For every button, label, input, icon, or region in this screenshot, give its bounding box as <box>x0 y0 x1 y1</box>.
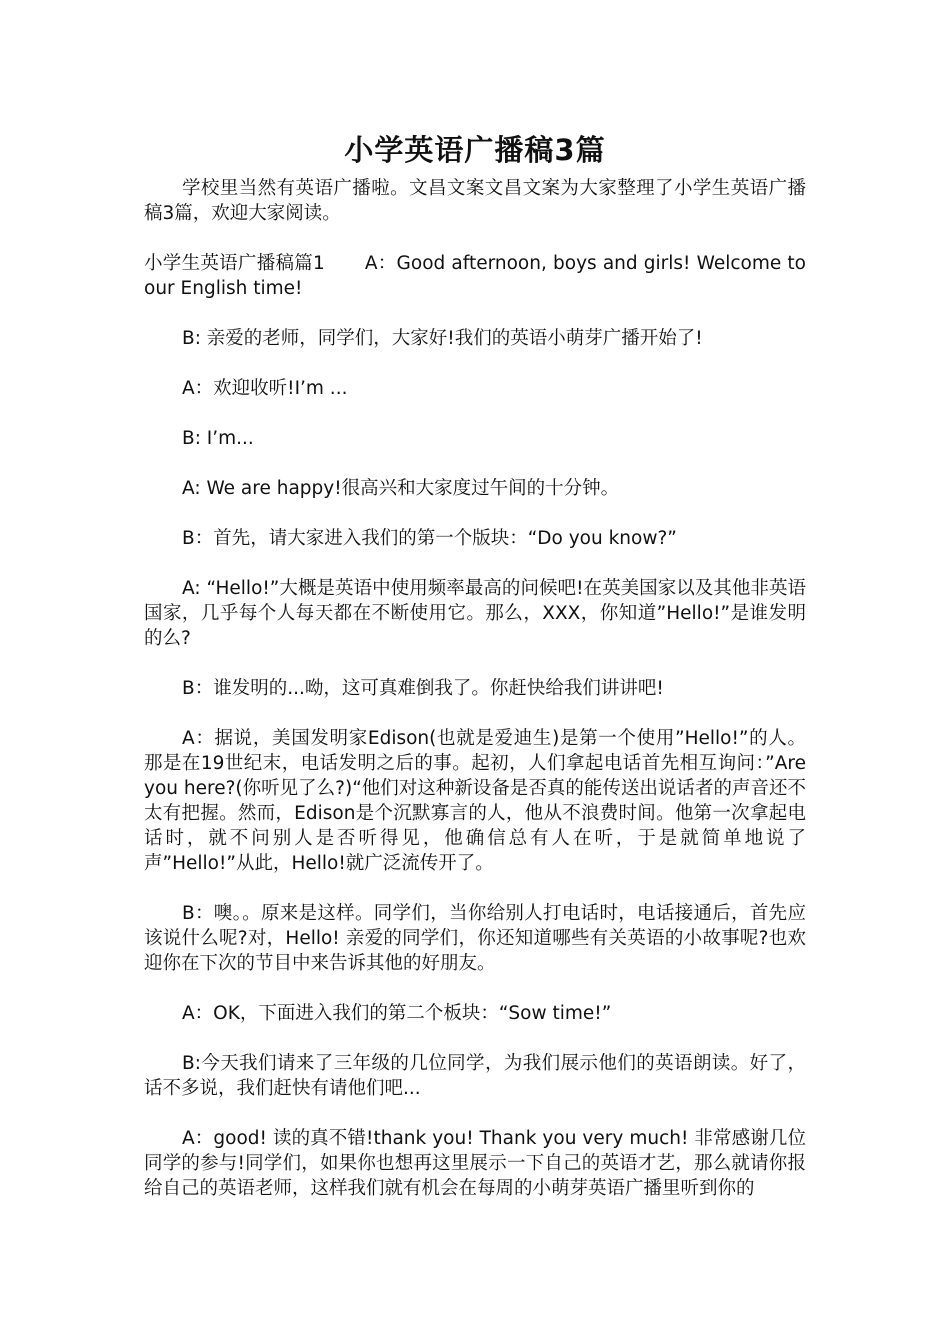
dialogue-paragraph: B：首先，请大家进入我们的第一个版块：“Do you know?” <box>182 528 677 549</box>
dialogue-paragraph: B: 亲爱的老师，同学们，大家好!我们的英语小萌芽广播开始了! <box>182 328 703 349</box>
dialogue-paragraph: B: I’m... <box>182 428 254 449</box>
dialogue-paragraph: A：OK，下面进入我们的第二个板块：“Sow time!” <box>182 1003 612 1024</box>
dialogue-paragraph: B：谁发明的...呦，这可真难倒我了。你赶快给我们讲讲吧! <box>182 678 664 699</box>
dialogue-paragraph: B:今天我们请来了三年级的几位同学，为我们展示他们的英语朗读。好了，话不多说，我们赶快有请他们吧... <box>144 1053 806 1099</box>
dialogue-paragraph: B：噢。。原来是这样。同学们，当你给别人打电话时，电话接通后，首先应该说什么呢?对，Hello! 亲爱的同学们，你还知道哪些有关英语的小故事呢?也欢迎你在下次的节目中来告诉其他的好朋友。 <box>144 903 806 974</box>
intro-paragraph: 学校里当然有英语广播啦。文昌文案文昌文案为大家整理了小学生英语广播稿3篇，欢迎大家阅读。 <box>144 178 806 224</box>
document-title: 小学英语广播稿3篇 <box>344 133 606 167</box>
dialogue-paragraph: A：欢迎收听!I’m ... <box>182 378 348 399</box>
section-first-paragraph <box>144 251 806 301</box>
dialogue-paragraph: A：据说，美国发明家Edison(也就是爱迪生)是第一个使用”Hello!”的人。那是在19世纪末，电话发明之后的事。起初，人们拿起电话首先相互询问：”Are you here?(你听见了么?)“他们对这种新设备是否真的能传送出说话者的声音还不太有把握。然而，Edison是个沉默寡言的人，他从不浪费时间。他第一次拿起电话时，就不问别人是否听得见，他确信总有人在听，于是就简单地说了声”Hello!”从此，Hello!就广泛流传开了。 <box>144 728 806 874</box>
dialogue-paragraph: A: “Hello!”大概是英语中使用频率最高的问候吧!在英美国家以及其他非英语国家，几乎每个人每天都在不断使用它。那么，XXX，你知道”Hello!”是谁发明的么? <box>144 578 806 649</box>
section-first-line: A：Good afternoon, boys and girls! Welcome to our English time! <box>144 253 806 299</box>
document-body <box>144 176 806 1226</box>
dialogue-paragraph: A：good! 读的真不错!thank you! Thank you very much! 非常感谢几位同学的参与!同学们，如果你也想再这里展示一下自己的英语才艺，那么就请你报给自己的英语老师，这样我们就有机会在每周的小萌芽英语广播里听到你的 <box>144 1128 806 1199</box>
dialogue-paragraph: A: We are happy!很高兴和大家度过午间的十分钟。 <box>182 478 620 499</box>
section-heading: 小学生英语广播稿篇1 <box>144 253 325 274</box>
